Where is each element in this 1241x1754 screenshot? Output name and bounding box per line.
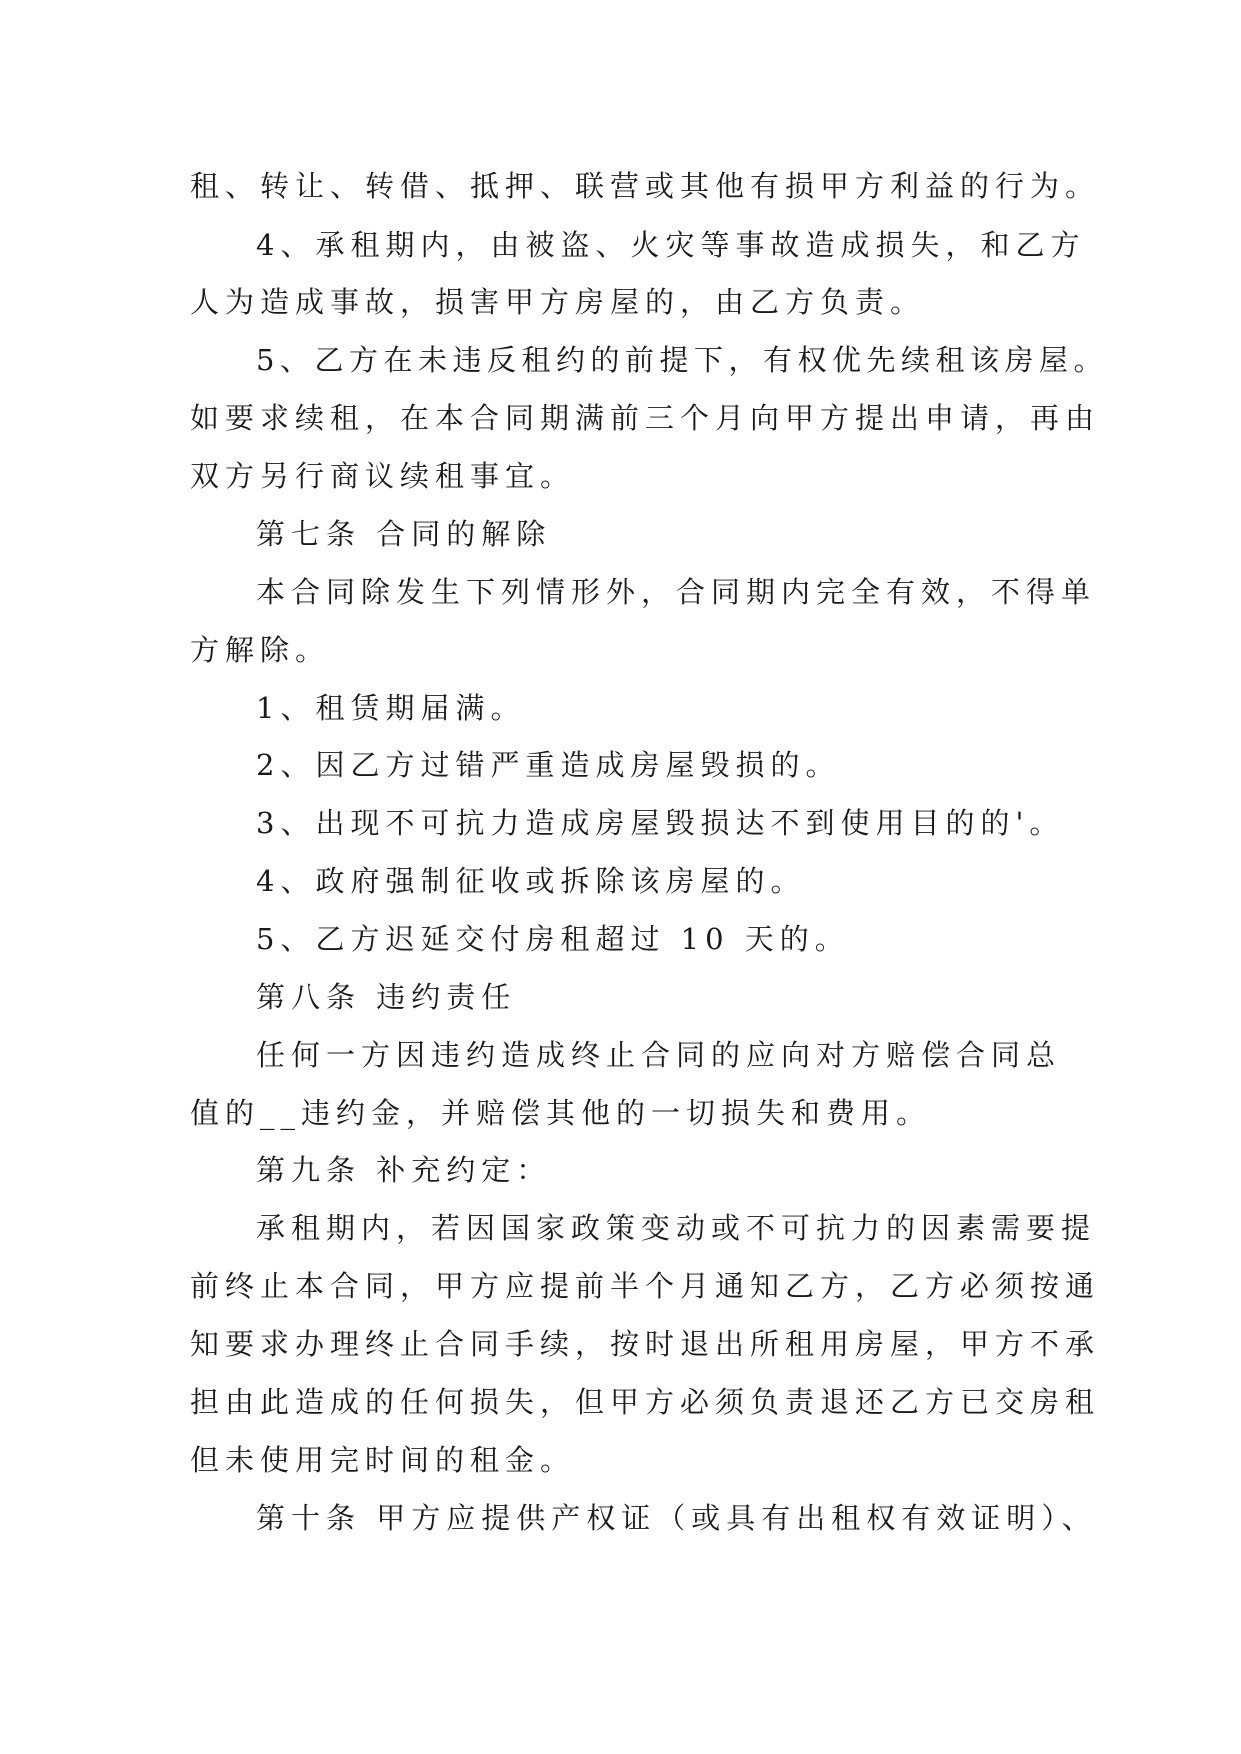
text-line: 值的__违约金，并赔偿其他的一切损失和费用。: [190, 1096, 932, 1130]
text-line: 担由此造成的任何损失，但甲方必须负责退还乙方已交房租: [190, 1385, 1101, 1419]
text-line: 4、承租期内，由被盗、火灾等事故造成损失，和乙方: [256, 228, 1086, 262]
text-line: 方解除。: [190, 633, 331, 667]
list-item: 1、租赁期届满。: [256, 691, 526, 725]
list-item: 3、出现不可抗力造成房屋毁损达不到使用目的的'。: [256, 806, 1065, 840]
section-heading: 第十条 甲方应提供产权证（或具有出租权有效证明）、: [256, 1501, 1097, 1535]
text-line: 任何一方因违约造成终止合同的应向对方赔偿合同总: [256, 1038, 1062, 1072]
text-line: 前终止本合同，甲方应提前半个月通知乙方，乙方必须按通: [190, 1269, 1101, 1303]
text-line: 人为造成事故，损害甲方房屋的，由乙方负责。: [190, 285, 926, 319]
text-line: 如要求续租，在本合同期满前三个月向甲方提出申请，再由: [190, 401, 1101, 435]
section-heading: 第八条 违约责任: [256, 980, 517, 1014]
list-item: 5、乙方迟延交付房租超过 10 天的。: [256, 922, 850, 956]
section-heading: 第九条 补充约定：: [256, 1153, 552, 1187]
text-line: 承租期内，若因国家政策变动或不可抗力的因素需要提: [256, 1211, 1097, 1245]
text-line: 双方另行商议续租事宜。: [190, 459, 576, 493]
section-heading: 第七条 合同的解除: [256, 517, 552, 551]
text-line: 本合同除发生下列情形外，合同期内完全有效，不得单: [256, 575, 1097, 609]
text-line: 租、转让、转借、抵押、联营或其他有损甲方利益的行为。: [190, 169, 1101, 203]
text-line: 5、乙方在未违反租约的前提下，有权优先续租该房屋。: [256, 343, 1108, 377]
text-line: 知要求办理终止合同手续，按时退出所租用房屋，甲方不承: [190, 1327, 1101, 1361]
text-line: 但未使用完时间的租金。: [190, 1443, 576, 1477]
list-item: 4、政府强制征收或拆除该房屋的。: [256, 864, 806, 898]
list-item: 2、因乙方过错严重造成房屋毁损的。: [256, 748, 841, 782]
